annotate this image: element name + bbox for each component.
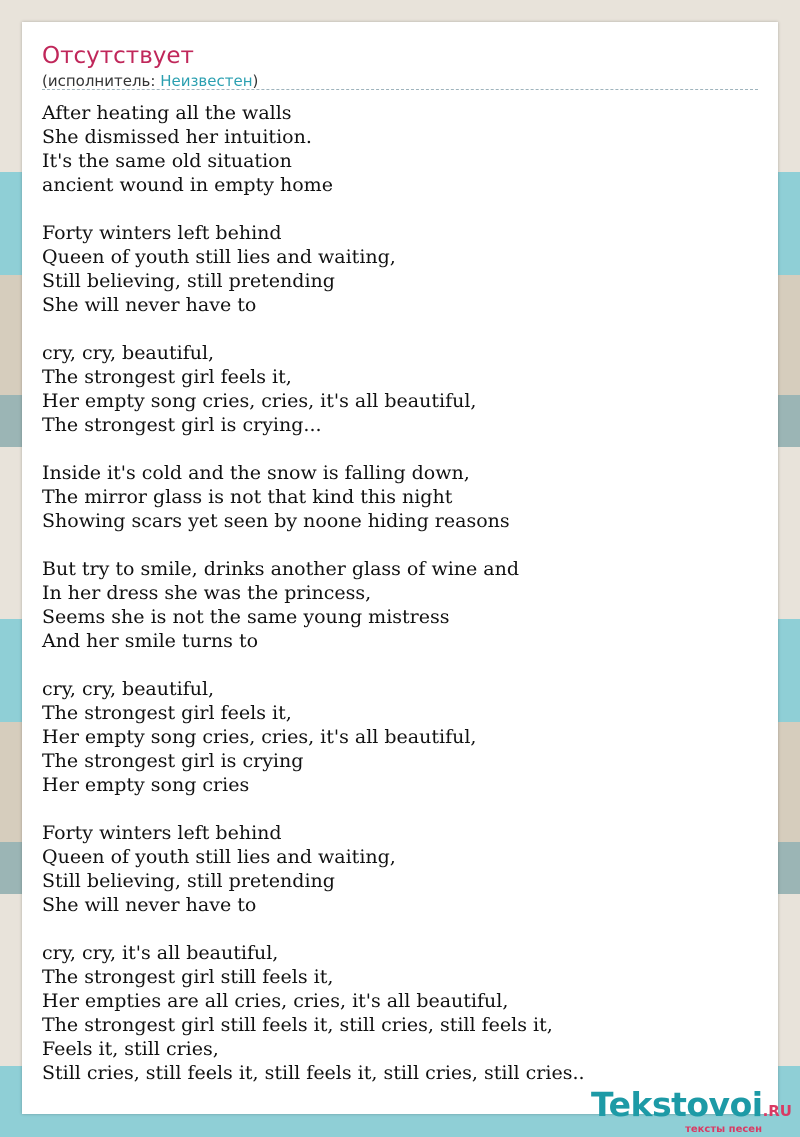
artist-line xyxy=(42,71,258,91)
lyrics-line: Inside it's cold and the snow is falling down, xyxy=(42,462,470,484)
lyrics-line: ancient wound in empty home xyxy=(42,174,333,196)
lyrics-line: And her smile turns to xyxy=(42,630,259,652)
lyrics-line: She will never have to xyxy=(42,894,257,916)
lyrics-line: Her empties are all cries, cries, it's all beautiful, xyxy=(42,990,509,1012)
song-title: Отсутствует xyxy=(42,43,194,69)
lyrics-line: Showing scars yet seen by noone hiding reasons xyxy=(42,510,510,532)
lyrics-line: cry, cry, beautiful, xyxy=(42,342,215,364)
lyrics-line: But try to smile, drinks another glass of wine and xyxy=(42,558,520,580)
lyrics-line: After heating all the walls xyxy=(42,102,292,124)
lyrics-line: The mirror glass is not that kind this night xyxy=(42,486,453,508)
artist-link[interactable]: Неизвестен xyxy=(160,72,253,90)
logo-main-text: Tekstovoi xyxy=(591,1085,763,1124)
logo-tagline: тексты песен xyxy=(685,1124,762,1135)
lyrics-line: Still believing, still pretending xyxy=(42,870,335,892)
lyrics-text xyxy=(42,101,772,1085)
lyrics-line: Still cries, still feels it, still feels it, still cries, still cries.. xyxy=(42,1062,585,1084)
logo-domain-suffix: .RU xyxy=(762,1102,792,1120)
lyrics-line: The strongest girl still feels it, xyxy=(42,966,334,988)
lyrics-line: The strongest girl is crying... xyxy=(42,414,322,436)
lyrics-line: Her empty song cries, cries, it's all beautiful, xyxy=(42,390,477,412)
lyrics-line: The strongest girl is crying xyxy=(42,750,304,772)
lyrics-line: Her empty song cries xyxy=(42,774,250,796)
lyrics-line: Still believing, still pretending xyxy=(42,270,335,292)
lyrics-line: Her empty song cries, cries, it's all beautiful, xyxy=(42,726,477,748)
lyrics-line: Feels it, still cries, xyxy=(42,1038,219,1060)
lyrics-line: The strongest girl feels it, xyxy=(42,366,292,388)
lyrics-line: Forty winters left behind xyxy=(42,222,282,244)
lyrics-line: In her dress she was the princess, xyxy=(42,582,372,604)
artist-prefix: (исполнитель: xyxy=(42,72,161,90)
site-logo[interactable] xyxy=(591,1085,792,1135)
title-divider xyxy=(42,89,758,90)
lyrics-line: Forty winters left behind xyxy=(42,822,282,844)
lyrics-card xyxy=(22,22,778,1114)
lyrics-line: The strongest girl feels it, xyxy=(42,702,292,724)
artist-suffix: ) xyxy=(252,72,259,90)
lyrics-line: It's the same old situation xyxy=(42,150,292,172)
lyrics-line: Queen of youth still lies and waiting, xyxy=(42,846,396,868)
lyrics-line: She dismissed her intuition. xyxy=(42,126,312,148)
lyrics-line: cry, cry, it's all beautiful, xyxy=(42,942,279,964)
lyrics-line: cry, cry, beautiful, xyxy=(42,678,215,700)
lyrics-line: Queen of youth still lies and waiting, xyxy=(42,246,396,268)
lyrics-line: She will never have to xyxy=(42,294,257,316)
lyrics-line: Seems she is not the same young mistress xyxy=(42,606,450,628)
logo-wordmark xyxy=(591,1085,792,1128)
lyrics-line: The strongest girl still feels it, still cries, still feels it, xyxy=(42,1014,553,1036)
